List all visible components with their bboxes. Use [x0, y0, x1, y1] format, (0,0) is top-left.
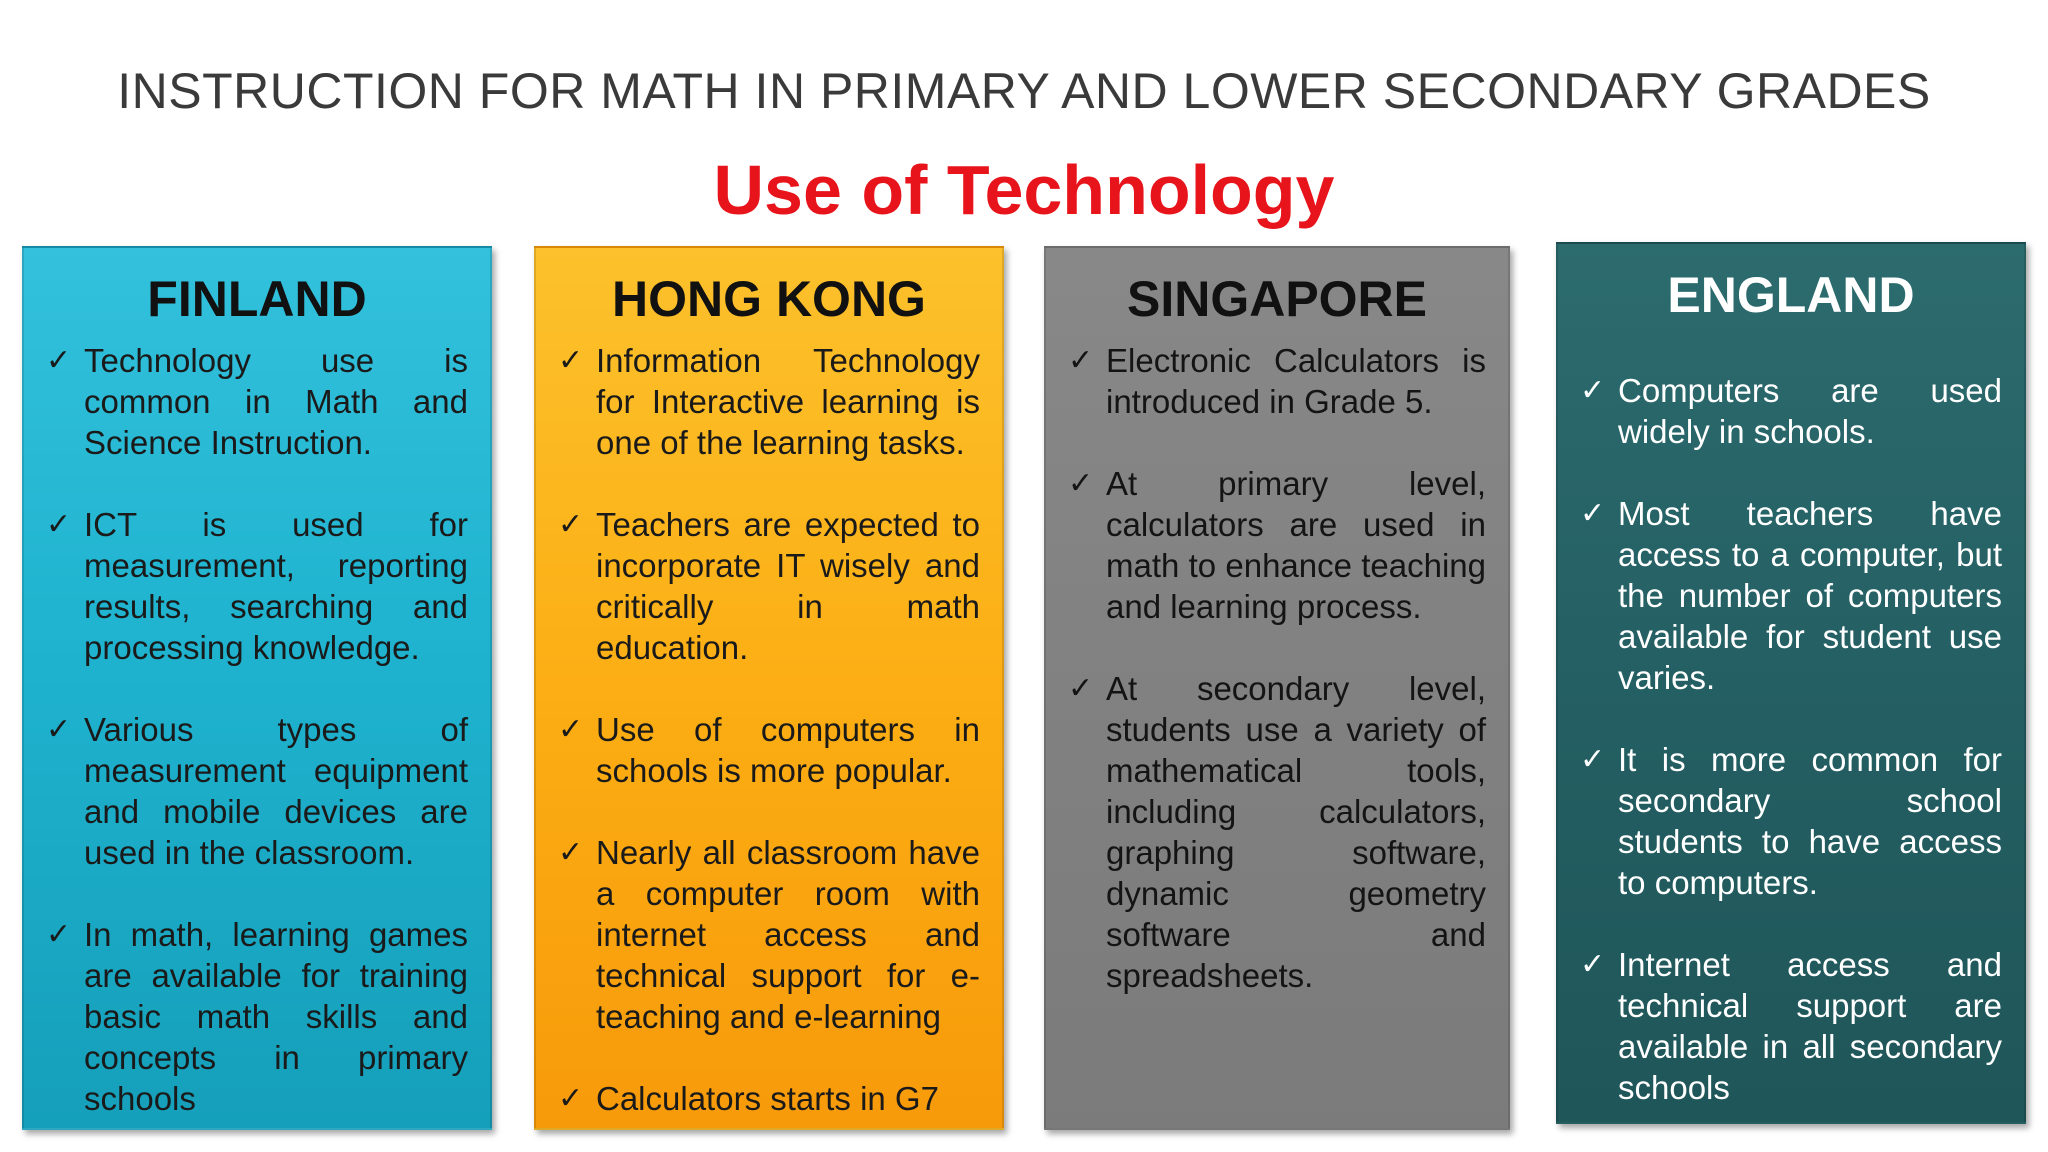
panel-finland	[22, 246, 492, 1130]
check-icon: ✓	[46, 508, 72, 541]
panel-singapore	[1044, 246, 1510, 1130]
bullet-item	[46, 504, 468, 668]
check-icon: ✓	[558, 1082, 584, 1115]
bullet-text: Information Technology for Interactive learning is one of the learning tasks.	[596, 342, 980, 461]
check-icon: ✓	[46, 344, 72, 377]
bullet-list-england	[1580, 370, 2002, 1108]
panel-england	[1556, 242, 2026, 1124]
check-icon: ✓	[1580, 497, 1606, 530]
bullet-text: Calculators starts in G7	[596, 1080, 939, 1117]
check-icon: ✓	[558, 836, 584, 869]
bullet-item	[558, 1078, 980, 1119]
bullet-text: Electronic Calculators is introduced in Grade 5.	[1106, 342, 1486, 420]
bullet-text: Computers are used widely in schools.	[1618, 372, 2002, 450]
bullet-item	[1580, 370, 2002, 452]
bullet-list-finland	[46, 340, 468, 1119]
check-icon: ✓	[1068, 344, 1094, 377]
bullet-item	[1580, 739, 2002, 903]
panel-title-hongkong: HONG KONG	[612, 271, 926, 327]
check-icon: ✓	[1580, 743, 1606, 776]
check-icon: ✓	[1580, 948, 1606, 981]
check-icon: ✓	[46, 713, 72, 746]
bullet-text: At secondary level, students use a variety of mathematical tools, including calculators, graphing software, dynamic geometry software and spreadsheets.	[1106, 670, 1486, 994]
bullet-item	[1580, 493, 2002, 698]
panel-title-singapore: SINGAPORE	[1126, 271, 1428, 327]
panel-title-finland: FINLAND	[147, 271, 367, 327]
bullet-text: Most teachers have access to a computer, but the number of computers available for student use varies.	[1618, 495, 2002, 696]
bullet-item	[46, 340, 468, 463]
bullet-text: At primary level, calculators are used in math to enhance teaching and learning process.	[1106, 465, 1486, 625]
bullet-item	[558, 504, 980, 668]
check-icon: ✓	[46, 918, 72, 951]
check-icon: ✓	[558, 344, 584, 377]
bullet-list-hongkong	[558, 340, 980, 1119]
bullet-text: Technology use is common in Math and Science Instruction.	[84, 342, 468, 461]
bullet-item	[1068, 463, 1486, 627]
check-icon: ✓	[1580, 374, 1606, 407]
bullet-text: ICT is used for measurement, reporting results, searching and processing knowledge.	[84, 506, 468, 666]
bullet-text: It is more common for secondary school students to have access to computers.	[1618, 741, 2002, 901]
slide-subtitle: Use of Technology	[713, 151, 1335, 229]
bullet-text: Use of computers in schools is more popular.	[596, 711, 980, 789]
bullet-text: Teachers are expected to incorporate IT wisely and critically in math education.	[596, 506, 980, 666]
bullet-text: Nearly all classroom have a computer room with internet access and technical support for e-teaching and e-learning	[596, 834, 980, 1035]
bullet-item	[1068, 340, 1486, 422]
bullet-text: Internet access and technical support are available in all secondary schools	[1618, 946, 2002, 1106]
bullet-text: Various types of measurement equipment and mobile devices are used in the classroom.	[84, 711, 468, 871]
panel-hongkong	[534, 246, 1004, 1130]
check-icon: ✓	[558, 713, 584, 746]
bullet-item	[558, 709, 980, 791]
bullet-item	[46, 914, 468, 1119]
check-icon: ✓	[1068, 672, 1094, 705]
bullet-item	[558, 832, 980, 1037]
bullet-list-singapore	[1068, 340, 1486, 996]
panel-title-england: ENGLAND	[1667, 267, 1915, 323]
bullet-text: In math, learning games are available for training basic math skills and concepts in primary schools	[84, 916, 468, 1117]
bullet-item	[558, 340, 980, 463]
bullet-item	[1580, 944, 2002, 1108]
check-icon: ✓	[1068, 467, 1094, 500]
slide-title: INSTRUCTION FOR MATH IN PRIMARY AND LOWER SECONDARY GRADES	[117, 63, 1931, 119]
bullet-item	[46, 709, 468, 873]
check-icon: ✓	[558, 508, 584, 541]
bullet-item	[1068, 668, 1486, 996]
